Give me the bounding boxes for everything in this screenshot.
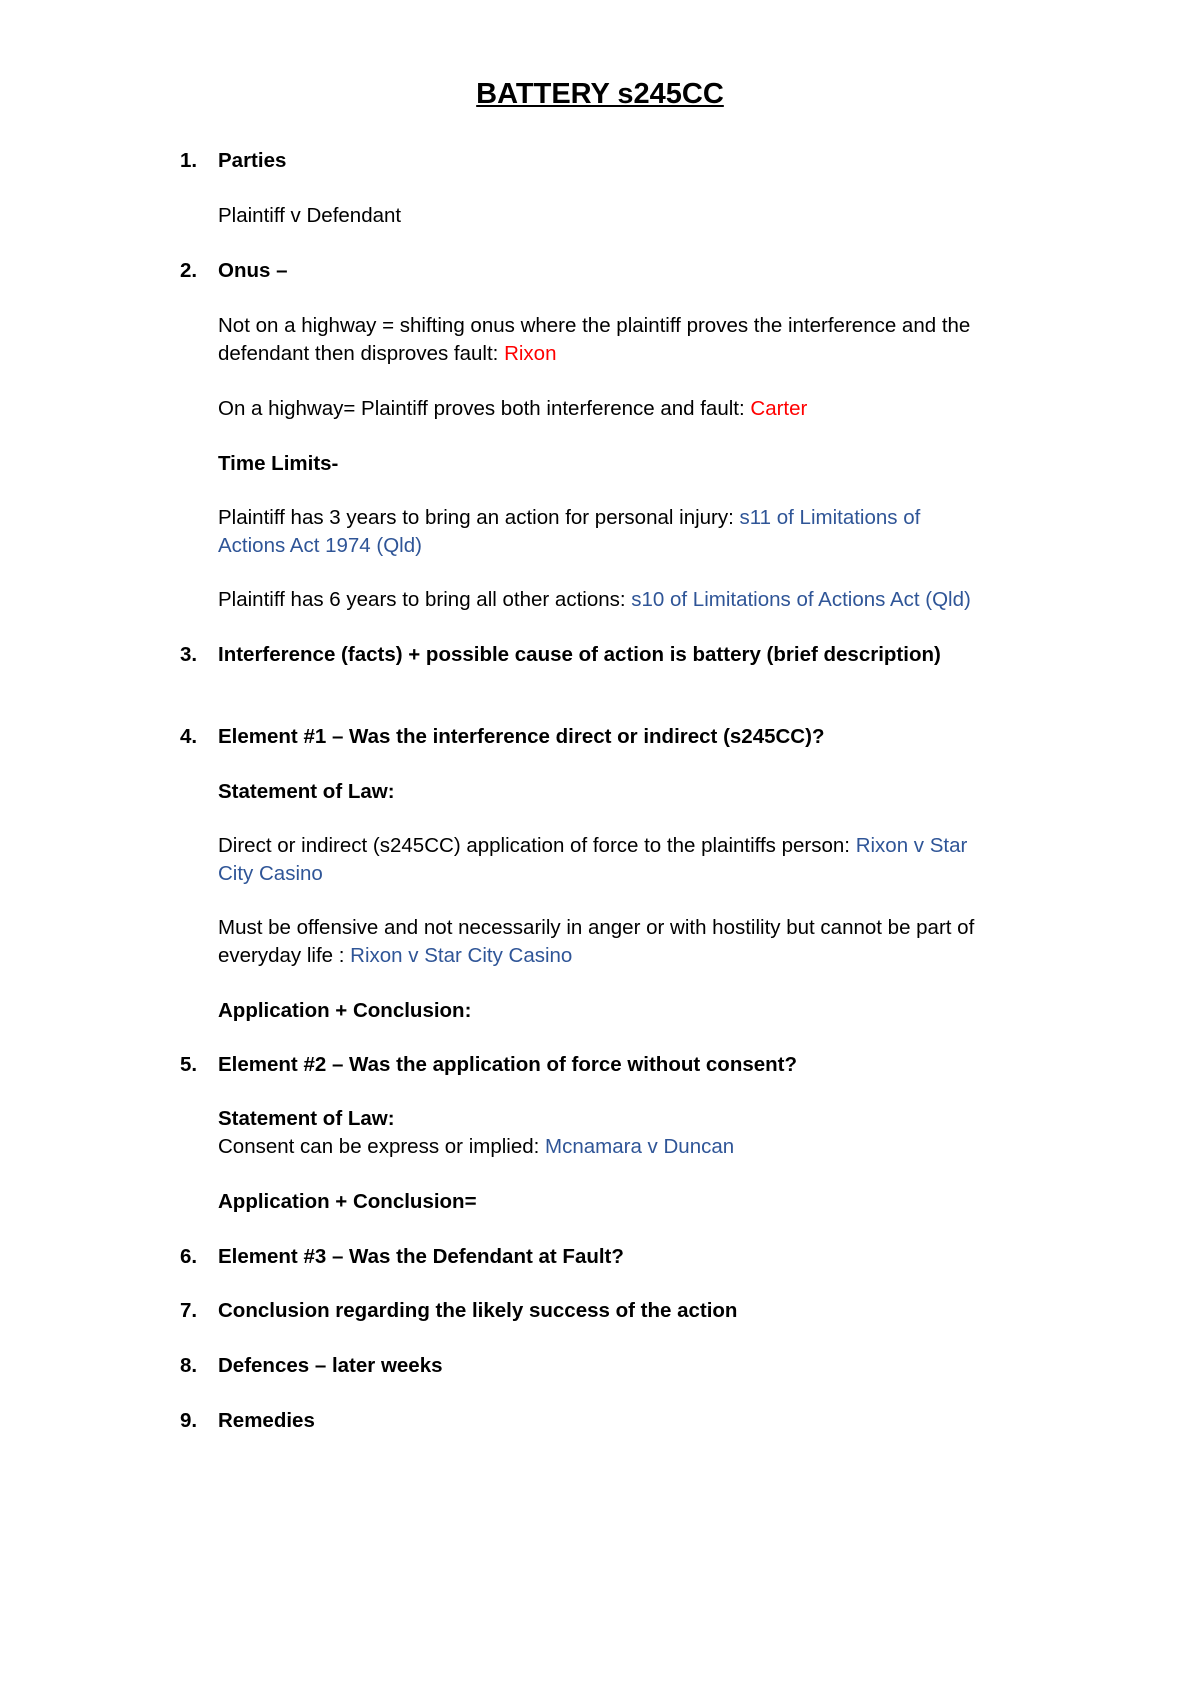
citation-carter: Carter (750, 397, 808, 420)
element2-law-label: Statement of Law: (218, 1107, 395, 1130)
citation-rixon-star-casino: Rixon v Star City Casino (350, 944, 573, 967)
item-number: 3. (180, 643, 198, 666)
item-number: 2. (180, 259, 198, 282)
item-heading-element3: Element #3 – Was the Defendant at Fault? (218, 1245, 624, 1268)
time-limit-3yr-line1 (218, 503, 1078, 533)
element1-direct-text: Direct or indirect (s245CC) application of force to the plaintiffs person: (218, 834, 856, 857)
time-limit-6yr-line (218, 585, 1078, 615)
citation-rixon: Rixon (504, 342, 557, 365)
onus-highway-text: On a highway= Plaintiff proves both interference and fault: (218, 397, 751, 420)
page-title: BATTERY s245CC (476, 78, 724, 110)
item-heading-parties: Parties (218, 149, 287, 172)
element1-law-label: Statement of Law: (218, 780, 395, 803)
element2-application-label: Application + Conclusion= (218, 1190, 477, 1213)
citation-s11-part2: Actions Act 1974 (Qld) (218, 534, 422, 557)
item-number: 1. (180, 149, 198, 172)
time-limits-label: Time Limits- (218, 452, 339, 475)
item-heading-element1: Element #1 – Was the interference direct or indirect (s245CC)? (218, 725, 825, 748)
element2-consent-line (218, 1132, 1078, 1162)
time-limit-6yr-text: Plaintiff has 6 years to bring all other actions: (218, 588, 632, 611)
citation-rixon-star-part1: Rixon v Star (855, 834, 968, 857)
citation-rixon-star-part2: City Casino (218, 862, 323, 885)
item-heading-defences: Defences – later weeks (218, 1354, 443, 1377)
item-number: 4. (180, 725, 198, 748)
time-limit-3yr-text: Plaintiff has 3 years to bring an action for personal injury: (218, 506, 740, 529)
item-heading-conclusion: Conclusion regarding the likely success of the action (218, 1299, 738, 1322)
item-number: 6. (180, 1245, 198, 1268)
item-heading-onus: Onus – (218, 259, 288, 282)
onus-not-highway-line2 (218, 339, 1078, 369)
element1-application-label: Application + Conclusion: (218, 999, 472, 1022)
element1-offensive-line2 (218, 941, 1078, 971)
item-number: 9. (180, 1409, 198, 1432)
item-heading-remedies: Remedies (218, 1409, 315, 1432)
element1-direct-line1 (218, 831, 1078, 861)
citation-s11-part1: s11 of Limitations of (739, 506, 921, 529)
item-number: 5. (180, 1053, 198, 1076)
item-heading-interference: Interference (facts) + possible cause of action is battery (brief description) (218, 643, 941, 666)
element2-consent-text: Consent can be express or implied: (218, 1135, 546, 1158)
parties-text: Plaintiff v Defendant (218, 204, 402, 227)
onus-not-highway-line1: Not on a highway = shifting onus where the plaintiff proves the interference and the (218, 314, 971, 337)
element1-offensive-line1: Must be offensive and not necessarily in anger or with hostility but cannot be part of (218, 916, 975, 939)
citation-mcnamara: Mcnamara v Duncan (545, 1135, 735, 1158)
element1-offensive-text: everyday life : (218, 944, 351, 967)
item-number: 8. (180, 1354, 198, 1377)
onus-highway-line (218, 394, 1078, 424)
item-heading-element2: Element #2 – Was the application of force without consent? (218, 1053, 798, 1076)
onus-not-highway-text: defendant then disproves fault: (218, 342, 505, 365)
citation-s10: s10 of Limitations of Actions Act (Qld) (631, 588, 971, 611)
item-number: 7. (180, 1299, 198, 1322)
